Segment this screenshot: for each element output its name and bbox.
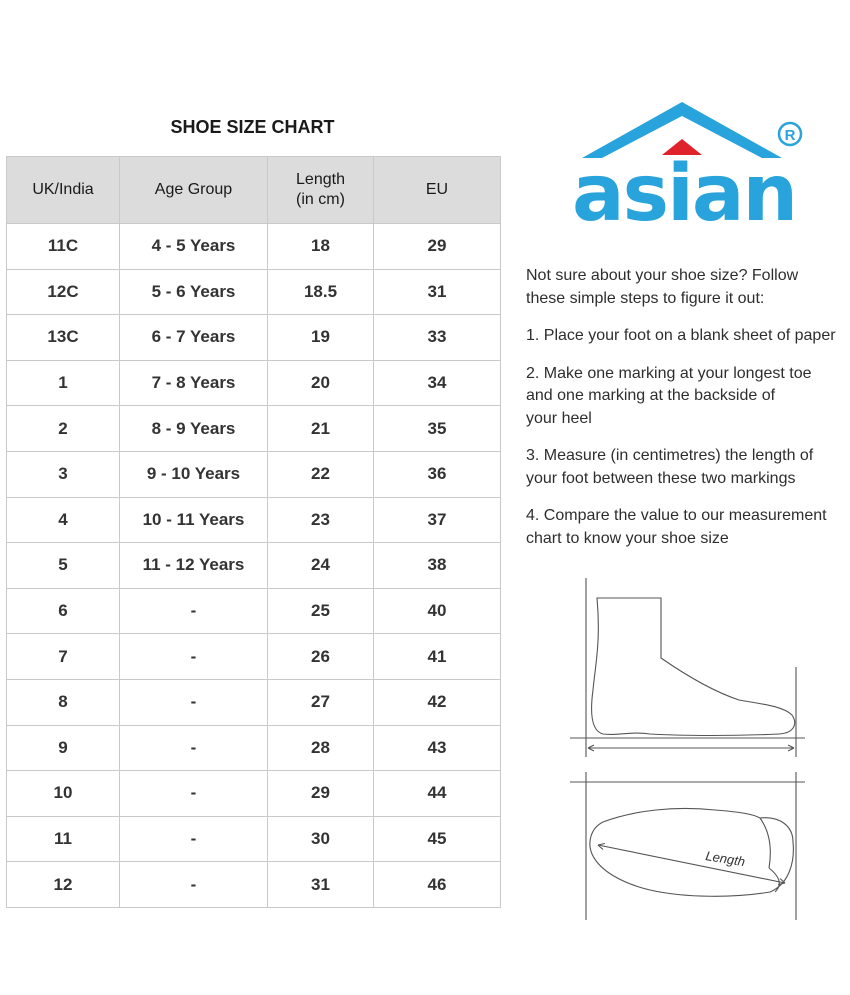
intro-line: these simple steps to figure it out: [526,289,765,307]
eu-cell: 37 [374,497,501,543]
age-group-header: Age Group [120,157,268,224]
size-table-header [7,157,501,224]
age-group-cell: - [120,771,268,817]
eu-cell: 41 [374,634,501,680]
length-cell: 19 [268,315,374,361]
table-row [7,634,501,680]
size-table-body [7,224,501,908]
table-row [7,224,501,270]
eu-cell: 35 [374,406,501,452]
uk-india-cell: 1 [7,360,120,406]
eu-cell: 40 [374,588,501,634]
uk-india-cell: 11 [7,816,120,862]
eu-cell: 38 [374,543,501,589]
table-row [7,497,501,543]
table-row [7,725,501,771]
registered-mark-letter: R [784,127,796,144]
step-line: and one marking at the backside of [526,387,776,404]
eu-cell: 46 [374,862,501,908]
length-cell: 29 [268,771,374,817]
length-cell: 25 [268,588,374,634]
foot-measure-diagram [565,572,810,924]
eu-cell: 43 [374,725,501,771]
eu-cell: 36 [374,451,501,497]
table-row [7,679,501,725]
step-line: your foot between these two markings [526,469,796,487]
length-cell: 26 [268,634,374,680]
length-cell: 31 [268,862,374,908]
length-cell: 24 [268,543,374,589]
table-row [7,315,501,361]
eu-cell: 42 [374,679,501,725]
length-cell: 18.5 [268,269,374,315]
age-group-cell: - [120,634,268,680]
uk-india-cell: 12C [7,269,120,315]
eu-header: EU [374,157,501,224]
length-cell: 23 [268,497,374,543]
uk-india-cell: 12 [7,862,120,908]
age-group-cell: 4 - 5 Years [120,224,268,270]
step-line: 4. Compare the value to our measurement [526,507,827,524]
length-cell: 20 [268,360,374,406]
uk-india-cell: 13C [7,315,120,361]
eu-cell: 34 [374,360,501,406]
age-group-cell: - [120,862,268,908]
size-table [6,156,501,908]
eu-cell: 44 [374,771,501,817]
uk-india-cell: 10 [7,771,120,817]
table-row [7,269,501,315]
length-cell: 30 [268,816,374,862]
length-cell: 27 [268,679,374,725]
age-group-cell: 10 - 11 Years [120,497,268,543]
table-row [7,406,501,452]
table-row [7,862,501,908]
logo-wordmark: asian [572,149,796,225]
step-2 [526,363,850,431]
table-row [7,451,501,497]
uk-india-cell: 4 [7,497,120,543]
eu-cell: 33 [374,315,501,361]
uk-india-cell: 6 [7,588,120,634]
length-cell: 22 [268,451,374,497]
table-row [7,771,501,817]
eu-cell: 31 [374,269,501,315]
side-view-foot-illustration [570,578,805,757]
top-view-foot-illustration [570,772,805,920]
uk-india-cell: 11C [7,224,120,270]
step-1 [526,325,850,348]
age-group-cell: - [120,816,268,862]
uk-india-cell: 5 [7,543,120,589]
table-row [7,543,501,589]
step-line: 1. Place your foot on a blank sheet of paper [526,327,836,344]
intro-line: Not sure about your shoe size? Follow [526,267,799,284]
step-line: 2. Make one marking at your longest toe [526,364,812,382]
step-3 [526,445,850,490]
table-row [7,816,501,862]
length-cell: 28 [268,725,374,771]
table-row [7,360,501,406]
age-group-cell: 7 - 8 Years [120,360,268,406]
length-header: Length (in cm) [268,157,374,224]
instructions-intro [526,265,850,310]
asian-logo [550,100,810,225]
table-row [7,588,501,634]
eu-cell: 45 [374,816,501,862]
age-group-cell: 11 - 12 Years [120,543,268,589]
length-label: Length [704,848,747,870]
length-cell: 18 [268,224,374,270]
length-cell: 21 [268,406,374,452]
age-group-cell: 5 - 6 Years [120,269,268,315]
age-group-cell: 8 - 9 Years [120,406,268,452]
step-line: your heel [526,409,592,427]
uk-india-cell: 2 [7,406,120,452]
age-group-cell: - [120,679,268,725]
age-group-cell: 9 - 10 Years [120,451,268,497]
uk-india-cell: 3 [7,451,120,497]
uk-india-cell: 9 [7,725,120,771]
eu-cell: 29 [374,224,501,270]
uk-india-header: UK/India [7,157,120,224]
uk-india-cell: 8 [7,679,120,725]
step-4 [526,505,850,550]
step-line: chart to know your shoe size [526,529,729,547]
age-group-cell: - [120,725,268,771]
age-group-cell: - [120,588,268,634]
instructions [526,265,850,565]
age-group-cell: 6 - 7 Years [120,315,268,361]
chart-title: SHOE SIZE CHART [170,117,335,137]
step-line: 3. Measure (in centimetres) the length of [526,447,814,464]
uk-india-cell: 7 [7,634,120,680]
